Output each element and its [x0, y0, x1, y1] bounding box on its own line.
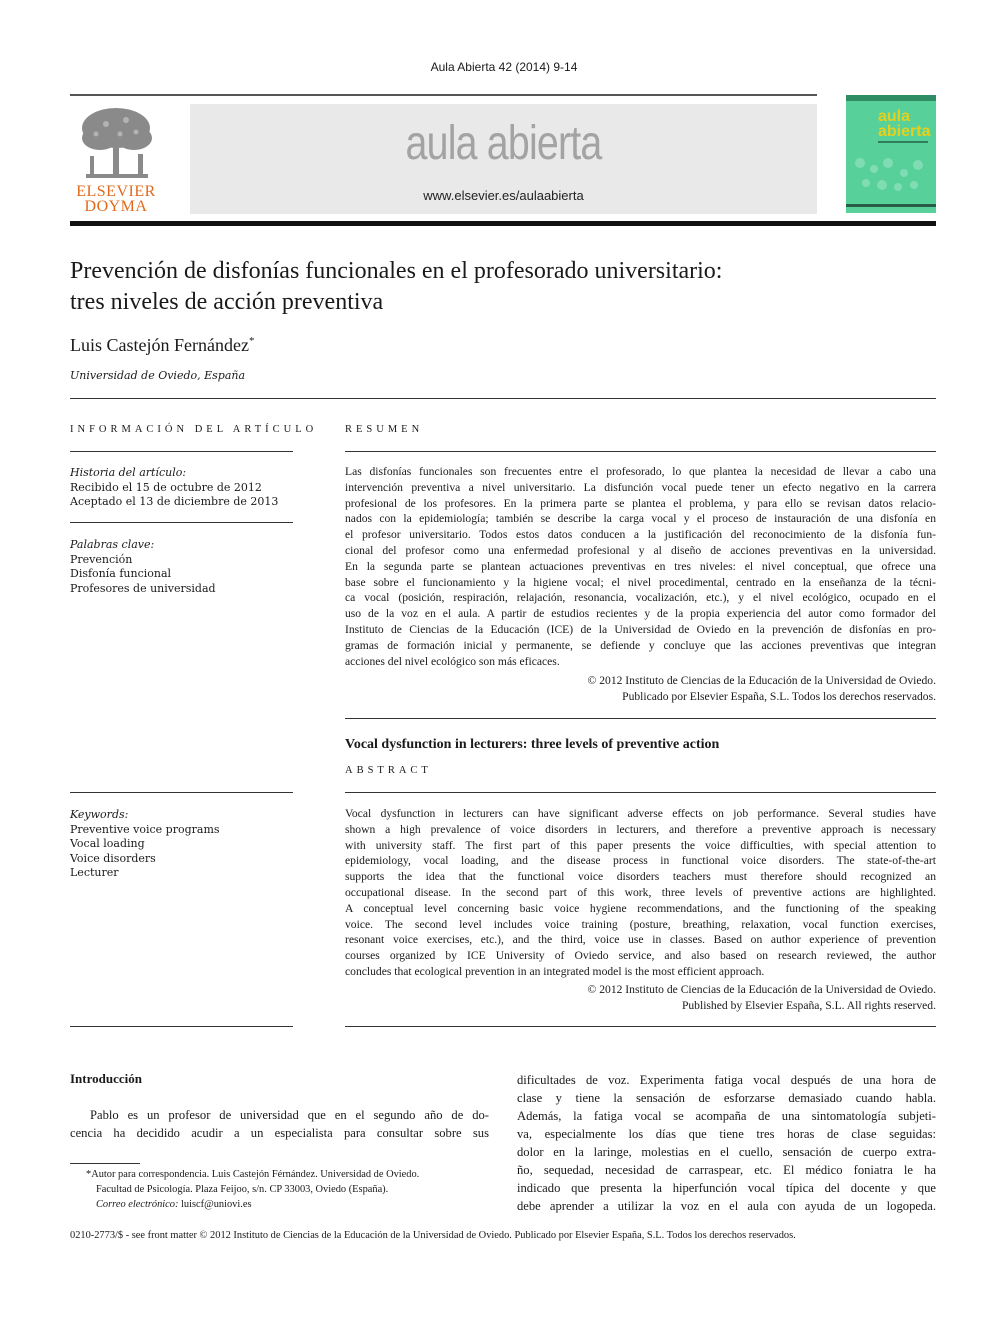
- intro-right-column: [517, 1071, 936, 1215]
- page-footer: 0210-2773/$ - see front matter © 2012 Instituto de Ciencias de la Educación de la Universidad de Oviedo. Publicado por Elsevier España, S.L. Todos los derechos reservados.: [70, 1230, 796, 1241]
- info-divider-2: [70, 522, 293, 523]
- resumen-copyright: [345, 673, 936, 705]
- author-text: Luis Castejón Fernández: [70, 335, 249, 355]
- cover-pattern-icon: [852, 155, 930, 195]
- resumen-line: base sobre el funcionamiento y la higiene vocal; el nivel procedimental, centrado en la enseñanza de la técni-: [345, 575, 936, 589]
- keywords-es-label: Palabras clave:: [70, 538, 155, 551]
- cover-subtitle-bar: [878, 141, 928, 143]
- footnote: [86, 1167, 496, 1212]
- cover-bottom-band: [846, 204, 936, 207]
- intro-heading: Introducción: [70, 1071, 142, 1086]
- abstract-line: occupational disease. In the second part of this work, three levels of preventive actions are highlighted.: [345, 885, 936, 899]
- article-title: [70, 256, 930, 318]
- author-email[interactable]: luiscf@uniovi.es: [181, 1199, 252, 1210]
- cover-title-line1: aula: [878, 108, 911, 125]
- keyword-en-item: Lecturer: [70, 866, 119, 879]
- keyword-en-item: Preventive voice programs: [70, 822, 220, 836]
- info-divider-3: [70, 792, 293, 793]
- copyright-line: © 2012 Instituto de Ciencias de la Educación de la Universidad de Oviedo.: [587, 983, 936, 996]
- cover-title: [878, 109, 930, 139]
- info-divider-1: [70, 451, 293, 452]
- resumen-line: nados con la epidemiología; también se describe la carga vocal y el proceso de instauración de una disfonía en: [345, 512, 936, 526]
- abstract-line: A conceptual level concerning basic voice hygiene recommendations, and the functioning of the speaking: [345, 901, 936, 915]
- resumen-line: ca vocal (posición, respiración, relajación, resonancia, vocalización, etc.), y el nivel ecológico, ocupado en el: [345, 591, 936, 605]
- keyword-es-item: Disfonía funcional: [70, 567, 172, 580]
- intro-line: Pablo es un profesor de universidad que en el segundo año de do-: [90, 1108, 489, 1122]
- footnote-line-1: *Autor para correspondencia. Luis Castejón Férnández. Universidad de Oviedo.: [86, 1169, 420, 1180]
- intro-line: indicado que presenta la hiperfunción vocal típica del docente y que: [517, 1181, 936, 1195]
- author-mark: *: [248, 335, 255, 347]
- keywords-en: [70, 808, 293, 881]
- abstract-line: shown a high prevalence of voice disorders in lecturers, and therefore a preventive approach is necessary: [345, 822, 936, 836]
- logo-text-doyma: DOYMA: [84, 198, 148, 215]
- abstract-line: voice. The second level includes voice training (posture, breathing, relaxation, vocal function exercises,: [345, 917, 936, 931]
- received-date: Recibido el 15 de octubre de 2012: [70, 480, 262, 494]
- intro-line: va, especialmente los días que tiene tres horas de clase seguidas:: [517, 1127, 936, 1141]
- resumen-heading: RESUMEN: [345, 424, 424, 435]
- accepted-date: Aceptado el 13 de diciembre de 2013: [70, 495, 279, 508]
- english-divider-top: [345, 718, 936, 719]
- keyword-en-item: Vocal loading: [70, 837, 145, 850]
- resumen-line: En la segunda parte se plantean actuaciones preventivas en tres niveles: el nivel conceptual, que ofrece una: [345, 559, 936, 573]
- masthead-top-rule: [70, 94, 817, 96]
- keyword-es-item: Prevención: [70, 552, 133, 566]
- footnote-line-2: Facultad de Psicología. Plaza Feijoo, s/n. CP 33003, Oviedo (España).: [96, 1184, 389, 1195]
- resumen-line: el profesor universitario. Todos estos datos conducen a la justificación del reconocimiento de la disfonía fun-: [345, 528, 936, 542]
- journal-reference: Aula Abierta 42 (2014) 9-14: [430, 60, 578, 74]
- abstract-line: concludes that ecological prevention in an integrated model is the most efficient approach.: [345, 964, 765, 978]
- footnote-email-row: [86, 1197, 496, 1212]
- resumen-body: [345, 464, 936, 669]
- resumen-line: gramas de formación inicial y permanente, se defiende y concluye que las acciones preventivas que integran: [345, 638, 936, 652]
- resumen-line: cional del profesor como una enfermedad profesional y al diseño de acciones preventivas en la universidad.: [345, 543, 936, 557]
- intro-line: dificultades de voz. Experimenta fatiga vocal después de una hora de: [517, 1073, 936, 1087]
- keywords-es: [70, 538, 293, 596]
- intro-line: Además, la fatiga vocal se acompaña de una sintomatología subjeti-: [517, 1109, 936, 1123]
- resumen-line: intervención preventiva a nivel universitario. La disfunción vocal puede tener un efecto negativo en la carrera: [345, 480, 936, 494]
- resumen-line: Las disfonías funcionales son frecuentes entre el profesorado, lo que plantea la necesidad de llevar a cabo una: [345, 465, 936, 478]
- article-info-heading: INFORMACIÓN DEL ARTÍCULO: [70, 424, 318, 435]
- title-line-1: Prevención de disfonías funcionales en el profesorado universitario:: [70, 258, 723, 284]
- article-history: [70, 466, 293, 510]
- intro-line: clase y tiene la sensación de esforzarse demasiado cuando habla.: [517, 1091, 936, 1105]
- abstract-line: resonant voice exercises, etc.), and the third, voice use in classes. Based on author experience of prevention: [345, 933, 936, 947]
- masthead-bottom-rule: [70, 221, 936, 226]
- intro-line: dolor en la laringe, molestias en el cuello, sensación de cuerpo extra-: [517, 1145, 936, 1159]
- info-divider-4: [70, 1026, 293, 1027]
- resumen-line: profesional de los profesores. En la primera parte se plantea el problema, y para ello se revisan datos relacio-: [345, 496, 936, 510]
- keyword-en-item: Voice disorders: [70, 851, 156, 865]
- journal-banner: [190, 104, 817, 214]
- keywords-en-label: Keywords:: [70, 808, 129, 821]
- keyword-es-item: Profesores de universidad: [70, 581, 216, 595]
- intro-left-column: [70, 1106, 489, 1142]
- journal-url[interactable]: www.elsevier.es/aulaabierta: [423, 188, 584, 203]
- abstract-line: Vocal dysfunction in lecturers can have significant adverse effects on job performance. Several studies have: [345, 807, 936, 820]
- cover-top-band: [846, 95, 936, 101]
- resumen-line: acciones del nivel ecológico son más eficaces.: [345, 654, 560, 668]
- tree-logo-icon: [76, 104, 158, 184]
- abstract-line: supports the idea that the functional voice disorders teachers must therefore should recognized an: [345, 870, 936, 884]
- abstract-line: courses organized by ICE University of Oviedo service, and also based on research reviewed, the author: [345, 949, 936, 963]
- copyright-line: Published by Elsevier España, S.L. All rights reserved.: [681, 998, 936, 1012]
- english-divider-bottom: [345, 1026, 936, 1027]
- abstract-line: with university staff. The first part of this paper presents the voice difficulties, with special attention to: [345, 838, 936, 852]
- english-title: Vocal dysfunction in lecturers: three levels of preventive action: [345, 737, 720, 752]
- resumen-line: Instituto de Ciencias de la Educación (ICE) de la Universidad de Oviedo en la prevención de disfonías en pro-: [345, 622, 936, 636]
- journal-title: aula abierta: [405, 117, 602, 170]
- elsevier-logo: [70, 104, 162, 214]
- footnote-rule: [70, 1163, 140, 1164]
- journal-cover-thumbnail: [846, 95, 936, 213]
- abstract-line: epidemiology, vocal loading, and the disease process in functional voice disorders. The state-of-the-art: [345, 854, 936, 868]
- intro-line: cencia ha decidido acudir a un especialista para consultar sobre sus: [70, 1126, 489, 1140]
- resumen-divider: [345, 451, 936, 452]
- logo-text-elsevier: ELSEVIER: [76, 183, 156, 200]
- history-label: Historia del artículo:: [70, 466, 187, 479]
- header-divider: [70, 398, 936, 399]
- abstract-body: [345, 806, 936, 980]
- author-name: [70, 335, 254, 356]
- copyright-line: © 2012 Instituto de Ciencias de la Educación de la Universidad de Oviedo.: [587, 674, 936, 687]
- email-label: Correo electrónico:: [96, 1199, 179, 1210]
- abstract-divider: [345, 792, 936, 793]
- cover-title-line2: abierta: [878, 123, 931, 140]
- copyright-line: Publicado por Elsevier España, S.L. Todos los derechos reservados.: [622, 689, 936, 703]
- intro-line: ño, sequedad, necesidad de carraspear, etc. El médico foniatra le ha: [517, 1163, 936, 1177]
- title-line-2: tres niveles de acción preventiva: [70, 289, 384, 315]
- intro-line: debe aprender a utilizar la voz en el aula con ayuda de un logopeda.: [517, 1199, 936, 1213]
- abstract-heading: ABSTRACT: [345, 765, 432, 776]
- affiliation: Universidad de Oviedo, España: [70, 369, 246, 382]
- resumen-line: uso de la voz en el aula. A partir de estudios recientes y de la propia experiencia del autor como formador del: [345, 607, 936, 621]
- abstract-copyright: [345, 982, 936, 1014]
